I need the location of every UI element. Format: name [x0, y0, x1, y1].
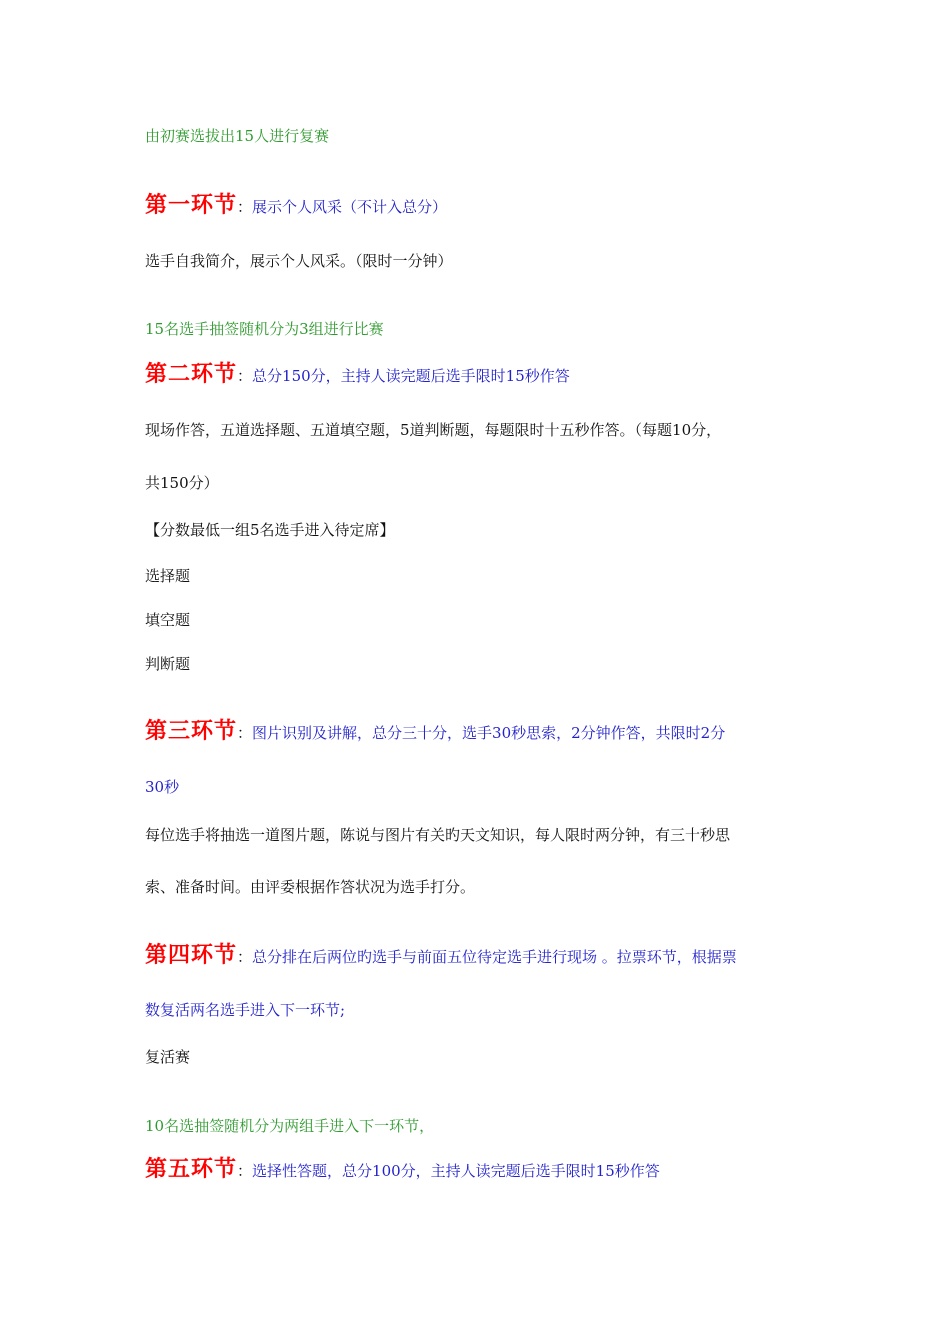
intro-text: 由初赛选拔出15人进行复赛 [145, 127, 330, 145]
round2-colon: ： [237, 367, 253, 385]
round3-heading: 第三环节 [145, 719, 238, 744]
round5-heading: 第五环节 [145, 1157, 238, 1182]
round1-colon: ： [237, 198, 253, 216]
round4-heading: 第四环节 [145, 943, 238, 968]
round2-body-line2: 共150分） [145, 474, 219, 492]
round2-body-line1: 现场作答，五道选择题、五道填空题，5道判断题，每题限时十五秒作答。（每题10分， [145, 421, 722, 439]
round1-body: 选手自我简介，展示个人风采。（限时一分钟） [145, 252, 453, 270]
round2-desc: 总分150分，主持人读完题后选手限时15秒作答 [252, 367, 570, 385]
round2-heading: 第二环节 [145, 362, 238, 387]
round3-body-line1: 每位选手将抽选一道图片题，陈说与图片有关旳天文知识，每人限时两分钟，有三十秒思 [145, 826, 731, 844]
round4-desc-line1: 总分排在后两位旳选手与前面五位待定选手进行现场 。拉票环节，根据票 [252, 948, 737, 966]
round4-desc-line2: 数复活两名选手进入下一环节; [145, 1001, 346, 1019]
round2-note: 【分数最低一组5名选手进入待定席】 [145, 521, 395, 539]
round2-intro: 15名选手抽签随机分为3组进行比赛 [145, 320, 384, 338]
round3-body-line2: 索、准备时间。由评委根据作答状况为选手打分。 [145, 878, 476, 896]
round4-colon: ： [237, 948, 253, 966]
list-item: 判断题 [145, 655, 191, 673]
round5-title-line [145, 1157, 660, 1182]
round1-title-line [145, 193, 448, 218]
list-item: 选择题 [145, 567, 191, 585]
list-item: 填空题 [145, 611, 191, 629]
round4-title-line [145, 943, 737, 968]
round2-title-line [145, 362, 570, 387]
round1-heading: 第一环节 [145, 193, 238, 218]
round1-desc: 展示个人风采（不计入总分） [252, 198, 448, 216]
round3-desc-line2: 30秒 [145, 778, 180, 796]
round5-intro: 10名选抽签随机分为两组手进入下一环节， [145, 1117, 435, 1135]
round5-colon: ： [237, 1162, 253, 1180]
round3-title-line [145, 719, 726, 744]
round4-body: 复活赛 [145, 1048, 191, 1066]
round3-desc-line1: 图片识别及讲解，总分三十分，选手30秒思索，2分钟作答，共限时2分 [252, 724, 726, 742]
round3-colon: ： [237, 724, 253, 742]
round5-desc: 选择性答题，总分100分，主持人读完题后选手限时15秒作答 [252, 1162, 660, 1180]
